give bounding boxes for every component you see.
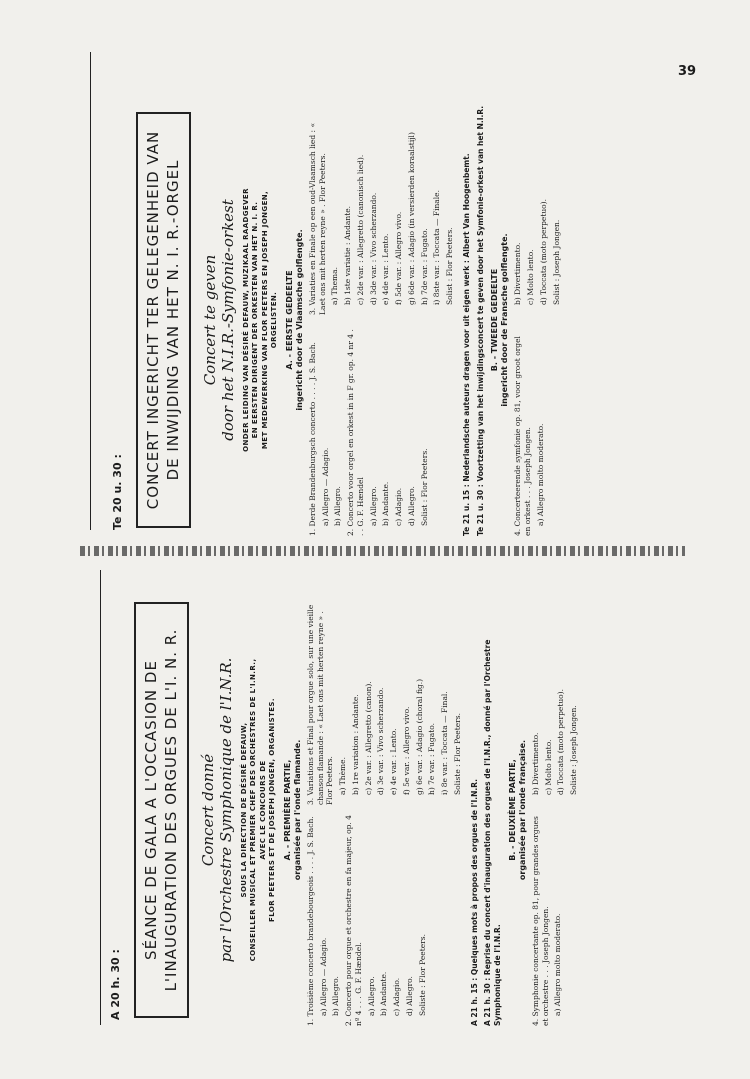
fr-time: A 20 h. 30 : — [108, 949, 122, 1020]
fr-note-1: A 21 h. 15 : Quelques mots à propos des orgues de l'I.N.R. — [469, 779, 479, 1026]
fr-part-a: A. - PREMIÈRE PARTIE, — [282, 759, 292, 861]
left-rule — [100, 570, 101, 1025]
program-movement: d) Toccata (moto perpetuo). — [556, 689, 566, 795]
program-item: 3. Variations et Final pour orgue solo, sur une vieille chanson flamande : « Laet ons mit herten reyne » . Flor Peeters. — [305, 604, 335, 805]
program-movement: a) Allegro — Adagio. — [320, 447, 330, 526]
nl-part-a-heading — [285, 104, 305, 536]
program-item: 1. Troisième concerto brandebourgeois . . . . J. S. Bach. — [305, 816, 315, 1026]
program-movement: a) Thème. — [338, 757, 347, 795]
program-movement: g) 6e var. : Adagio (choral fig.) — [414, 678, 424, 795]
program-movement: i) 8ste var. : Toccata — Finale. — [432, 189, 442, 305]
fr-column-1 — [306, 815, 466, 1026]
fr-column-2 — [306, 594, 466, 805]
fr-direction — [240, 594, 278, 1026]
program-movement: h) 7de var. : Fugato. — [419, 228, 429, 305]
nl-time: Te 20 u. 30 : — [110, 454, 124, 530]
program-movement: a) Allegro molto moderato. — [535, 423, 545, 526]
nl-part-b: B. - TWEEDE GEDEELTE — [490, 268, 500, 372]
program-movement: b) Divertimento. — [513, 242, 523, 305]
right-rule — [90, 52, 91, 530]
program-item: 4. Concerteerende symfonie op. 81, voor groot orgel en orkest . . . Joseph Jongen. — [513, 336, 532, 536]
program-movement: b) Andante. — [379, 971, 389, 1016]
program-movement: b) 1ste variatie : Andante. — [343, 205, 352, 305]
program-soloist: Soliste : Joseph Jongen. — [569, 705, 578, 795]
fr-part-a-sub: organisée par l'onde flamande. — [292, 739, 302, 881]
program-movement: g) 6de var. : Adagio (in versierden koraalstijl) — [406, 132, 416, 305]
fr-note-2: A 21 h. 30 : Reprise du concert d'inauguration des orgues de l'I.N.R., donné par l'Orchestre Symphonique de l'I.N.R. — [483, 639, 502, 1026]
nl-part-a: A. - EERSTE GEDEELTE — [284, 270, 294, 370]
program-movement: c) Adagio. — [394, 487, 403, 526]
fr-direction-line: FLOR PEETERS ET DE JOSEPH JONGEN, ORGANISTES. — [268, 698, 277, 922]
program-movement: h) 7e var. : Fugato. — [427, 723, 437, 795]
nl-direction-line: MET MEDEWERKING VAN FLOR PEETERS EN JOSEPH JONGEN, — [260, 190, 269, 450]
fr-direction-line: CONSEILLER MUSICAL ET PREMIER CHEF DES ORCHESTRES DE L'I.N.R., — [249, 658, 258, 962]
nl-part-b-heading — [490, 104, 510, 536]
nl-direction-line: EN EERSTEN DIRIGENT DER ORKESTEN VAN HET N. I. R. — [251, 201, 260, 439]
fr-part-b-sub: organisée par l'onde française. — [517, 739, 527, 881]
fr-direction-line: AVEC LE CONCOURS DE — [258, 760, 267, 860]
program-movement: e) 4e var. : Lento. — [389, 728, 398, 795]
fr-time-header — [102, 594, 128, 1026]
program-movement: b) Allegro. — [331, 976, 341, 1016]
program-movement: c) Adagio. — [392, 977, 401, 1016]
nl-note-2: Te 21 u. 30 : Voortzetting van het inwijdingsconcert te geven door het Symfonie-orkest van het N.I.R. — [475, 105, 485, 536]
nl-part-a-sub: ingericht door de Vlaamsche golflengte. — [294, 229, 304, 411]
program-movement: f) 5de var. : Allegro vivo. — [394, 211, 403, 305]
program-item: 3. Variaties en Finale op een oud-Vlaamsch lied : « Laet ons mit herten reyne » . Flor Peeters. — [307, 122, 327, 315]
nl-note-1: Te 21 u. 15 : Nederlandsche auteurs dragen voor uit eigen werk : Albert Van Hoogenbemt. — [461, 153, 471, 536]
program-item: 2. Concerto pour orgue et orchestre en fa majeur, op. 4 nº 4 . . . G. F. Hændel. — [344, 815, 363, 1026]
program-movement: e) 4de var. : Lento. — [381, 233, 391, 305]
program-movement: f) 5e var. : Allegro vivo. — [401, 706, 411, 795]
fr-b-column-1 — [531, 815, 582, 1026]
program-movement: c) 2de var. : Allegretto (canonisch lied). — [355, 154, 365, 305]
page-number: 39 — [678, 64, 697, 79]
program-soloist: Soliste : Flor Peeters. — [417, 934, 427, 1016]
program-movement: d) Toccata (moto perpetuo). — [538, 199, 548, 305]
program-soloist: Solist : Flor Peeters. — [419, 448, 429, 526]
program-movement: d) 3e var. : Vivo scherzando. — [376, 687, 386, 795]
program-movement: b) Andante. — [381, 481, 391, 526]
program-movement: b) 1re variation : Andante. — [350, 694, 360, 795]
nl-b-column-2 — [513, 104, 564, 315]
nl-direction — [242, 104, 280, 536]
nl-direction-line: ORGELISTEN. — [270, 291, 279, 349]
program-soloist: Solist : Flor Peeters. — [445, 227, 454, 305]
fr-part-b-columns — [531, 594, 582, 1026]
nl-part-b-sub: ingericht door de Fransche golflengte. — [500, 233, 510, 407]
program-item: 2. Concerto voor orgel en orkest in in F gr. op. 4 nr 4 . . . G. F. Hændel — [346, 329, 365, 536]
nl-concert-line2: door het N.I.R.-Symfonie-orkest — [219, 199, 237, 441]
program-movement: c) Molto lento. — [526, 249, 535, 305]
program-movement: c) 2e var. : Allegretto (canon). — [363, 681, 373, 795]
program-item: 1. Derde Brandenburgsch concerto . . . . J. S. Bach. — [307, 342, 317, 536]
nl-concert-title — [201, 104, 237, 536]
program-soloist: Soliste : Flor Peeters. — [452, 713, 462, 795]
program-movement: a) Allegro molto moderato. — [553, 913, 563, 1016]
nl-part-b-columns — [513, 104, 564, 536]
nl-b-column-1 — [513, 325, 564, 536]
fr-boxed-title: SÉANCE DE GALA A L'OCCASION DE L'INAUGURATION DES ORGUES DE L'I. N. R. — [134, 602, 189, 1018]
dutch-program — [104, 100, 674, 540]
nl-concert-line1: Concert te geven — [201, 254, 219, 386]
program-movement: b) Divertimento. — [530, 732, 540, 795]
fr-concert-line1: Concert donné — [199, 753, 217, 867]
program-movement: i) 8e var. : Toccata — Final. — [440, 691, 449, 795]
program-movement: a) Thema. — [330, 266, 340, 305]
nl-boxed-title: CONCERT INGERICHT TER GELEGENHEID VAN DE INWIJDING VAN HET N. I. R.-ORGEL — [136, 112, 191, 528]
french-program — [102, 590, 672, 1030]
nl-time-header — [104, 104, 130, 536]
program-movement: d) 3de var. : Vivo scherzando. — [368, 192, 378, 305]
fr-b-column-2 — [531, 594, 582, 805]
nl-column-2 — [308, 104, 458, 315]
program-movement: a) Allegro. — [368, 486, 378, 526]
fr-concert-title — [199, 594, 235, 1026]
fr-concert-line2: par l'Orchestre Symphonique de l'I.N.R. — [217, 657, 235, 963]
program-movement: a) Allegro. — [366, 976, 376, 1016]
decorative-divider — [80, 546, 685, 556]
program-movement: d) Allegro. — [406, 486, 416, 526]
program-movement: b) Allegro. — [333, 486, 343, 526]
program-soloist: Solist : Joseph Jongen. — [551, 219, 561, 305]
program-movement: d) Allegro. — [404, 976, 414, 1016]
fr-part-b-heading — [508, 594, 528, 1026]
program-movement: a) Allegro — Adagio. — [318, 937, 328, 1016]
fr-part-a-heading — [283, 594, 303, 1026]
program-item: 4. Symphonie concertante op. 81, pour grandes orgues et orchestre . . . Joseph Jongen. — [530, 816, 550, 1026]
fr-part-b: B. - DEUXIÈME PARTIE, — [507, 759, 517, 861]
nl-program-columns — [308, 104, 458, 536]
nl-column-1 — [308, 325, 458, 536]
program-movement: c) Molto lento. — [543, 739, 553, 795]
fr-direction-line: SOUS LA DIRECTION DE DÉSIRÉ DEFAUW, — [240, 722, 248, 898]
fr-program-columns — [306, 594, 466, 1026]
nl-direction-line: ONDER LEIDING VAN DÉSIRÉ DEFAUW, MUZIKAAL RAADGEVER — [242, 188, 250, 452]
